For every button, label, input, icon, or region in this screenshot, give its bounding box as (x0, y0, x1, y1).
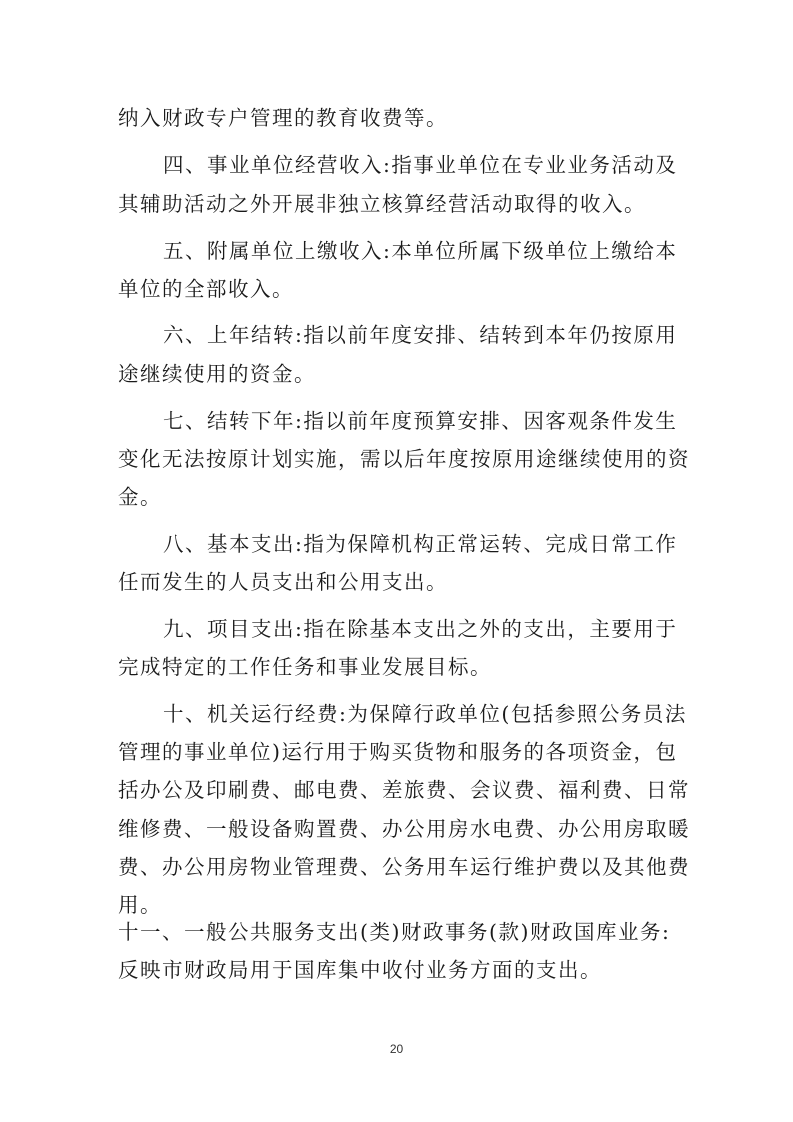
text-line: 任而发生的人员支出和公用支出。 (118, 570, 448, 594)
text-line: 管理的事业单位)运行用于购买货物和服务的各项资金，包 (118, 740, 678, 764)
text-line: 八、基本支出:指为保障机构正常运转、完成日常工作 (163, 532, 678, 556)
text-line: 五、附属单位上缴收入:本单位所属下级单位上缴给本 (163, 239, 678, 263)
text-line: 费、办公用房物业管理费、公务用车运行维护费以及其他费 (118, 855, 690, 879)
text-line: 完成特定的工作任务和事业发展目标。 (118, 655, 492, 679)
text-line: 变化无法按原计划实施，需以后年度按原用途继续使用的资 (118, 447, 690, 471)
text-line: 单位的全部收入。 (118, 277, 294, 301)
text-line: 途继续使用的资金。 (118, 362, 316, 386)
text-line: 维修费、一般设备购置费、办公用房水电费、办公用房取暖 (118, 817, 690, 841)
text-line: 金。 (118, 485, 162, 509)
text-line: 纳入财政专户管理的教育收费等。 (118, 106, 448, 130)
text-line: 括办公及印刷费、邮电费、差旅费、会议费、福利费、日常 (118, 778, 690, 802)
text-line: 七、结转下年:指以前年度预算安排、因客观条件发生 (163, 409, 678, 433)
text-line: 用。 (118, 893, 162, 917)
text-line: 反映市财政局用于国库集中收付业务方面的支出。 (118, 958, 602, 982)
text-line: 四、事业单位经营收入:指事业单位在专业业务活动及 (163, 153, 678, 177)
text-line: 十、机关运行经费:为保障行政单位(包括参照公务员法 (163, 702, 687, 726)
text-line: 其辅助活动之外开展非独立核算经营活动取得的收入。 (118, 192, 646, 216)
page-number: 20 (389, 1042, 404, 1056)
text-line: 九、项目支出:指在除基本支出之外的支出，主要用于 (163, 617, 678, 641)
text-line: 十一、一般公共服务支出(类)财政事务(款)财政国库业务: (118, 920, 671, 944)
text-line: 六、上年结转:指以前年度安排、结转到本年仍按原用 (163, 323, 678, 347)
